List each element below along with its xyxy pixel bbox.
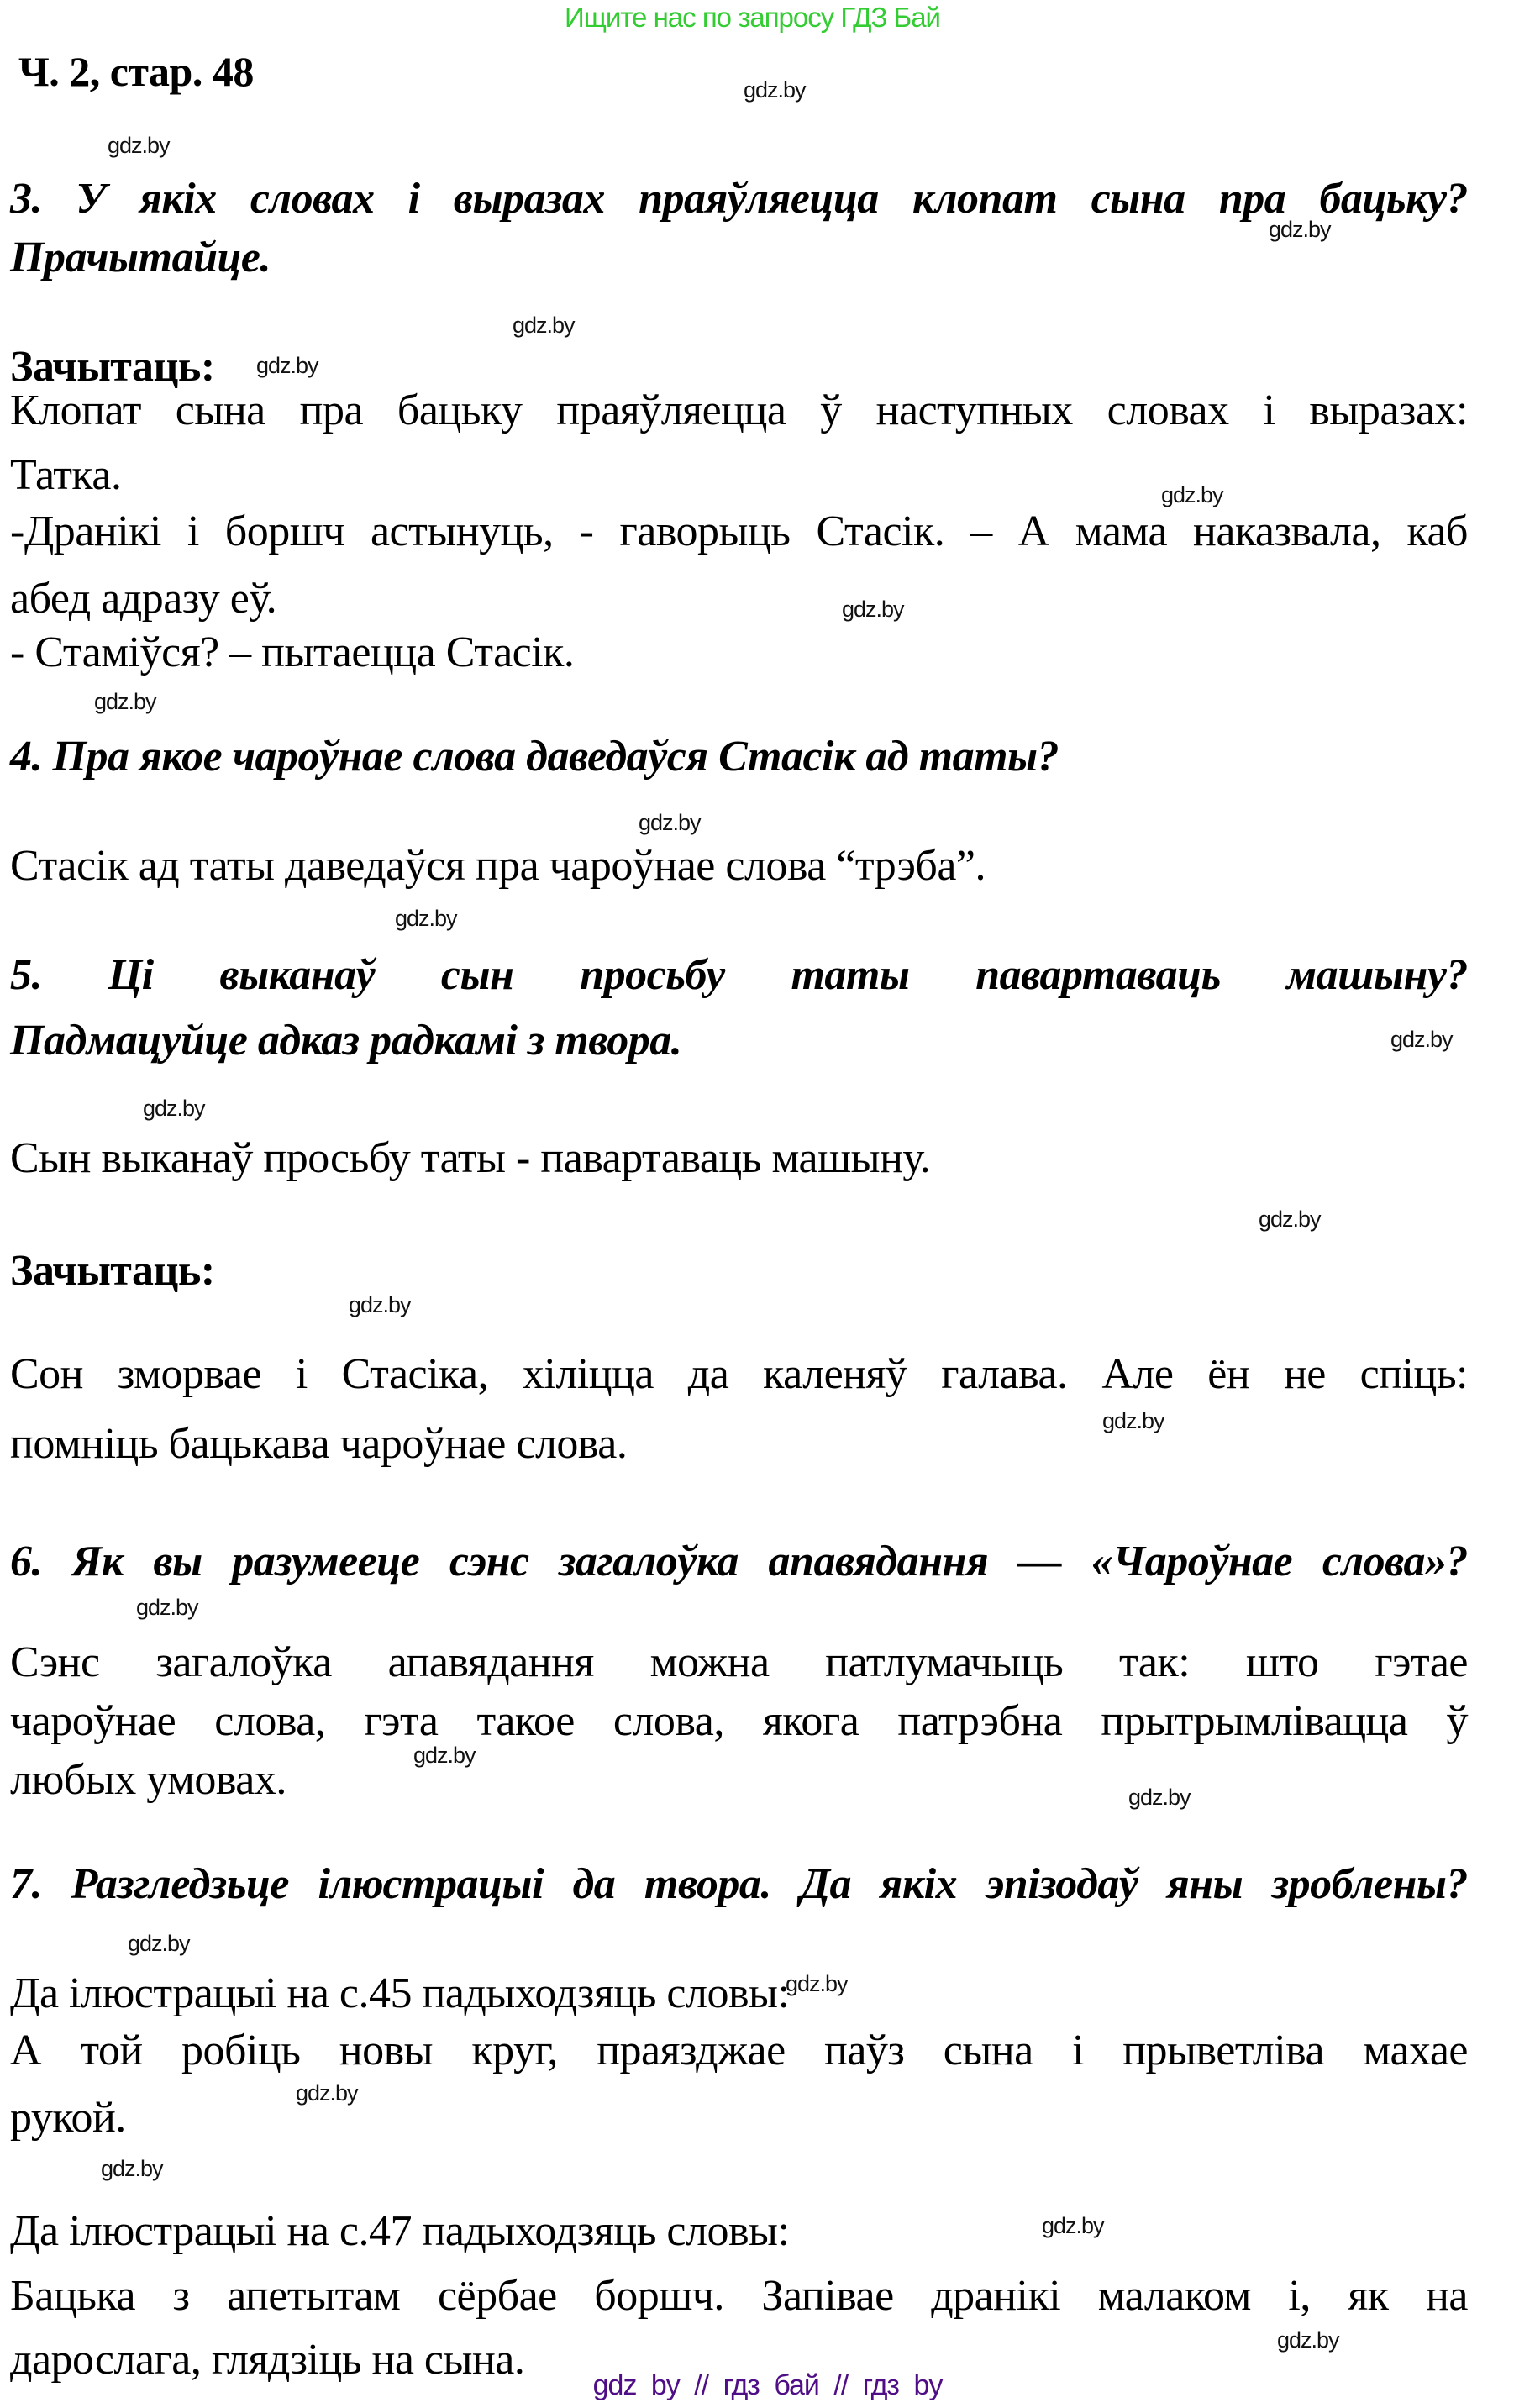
answer-4: Стасік ад таты даведаўся пра чароўнае слова “трэба”. [10,842,986,890]
answer-3-line-2: Татка. [10,451,122,499]
gdz-watermark: gdz.by [513,313,575,338]
gdz-watermark: gdz.by [1128,1785,1191,1810]
quote-5-line-2: помніць бацькава чароўнае слова. [10,1420,628,1468]
gdz-watermark: gdz.by [349,1292,411,1317]
answer-3-line-5: - Стаміўся? – пытаецца Стасік. [10,628,575,676]
page-title: Ч. 2, стар. 48 [18,48,254,95]
question-3-line-2: Прачытайце. [10,234,271,281]
quote-47-line-2: дарослага, глядзіць на сына. [10,2336,525,2384]
question-4: 4. Пра якое чароўнае слова даведаўся Стасік ад таты? [10,733,1059,781]
question-7: 7. Разгледзьце ілюстрацыі да твора. Да якіх эпізодаў яны зроблены? [10,1860,1468,1908]
gdz-watermark: gdz.by [1161,482,1223,507]
answer-6-line-2: чароўнае слова, гэта такое слова, якога патрэбна прытрымлівацца ў [10,1697,1468,1745]
gdz-watermark: gdz.by [108,133,170,158]
footer-site-links: gdz by // гдз бай // гдз by [592,2369,943,2401]
promo-banner: Ищите нас по запросу ГДЗ Бай [565,2,940,33]
question-5-line-1: 5. Ці выканаў сын просьбу таты павартаваць машыну? [10,951,1468,999]
gdz-watermark: gdz.by [136,1595,198,1620]
gdz-watermark: gdz.by [1277,2327,1339,2353]
quote-45-line-1: А той робіць новы круг, праязджае паўз сына і прыветліва махае [10,2027,1468,2074]
gdz-watermark: gdz.by [395,906,457,931]
gdz-watermark: gdz.by [1390,1027,1453,1052]
question-3-line-1: 3. У якіх словах і выразах праяўляецца клопат сына пра бацьку? [10,175,1468,223]
question-5-line-2: Падмацуйце адказ радкамі з твора. [10,1017,682,1065]
answer-5: Сын выканаў просьбу таты - павартаваць машыну. [10,1134,931,1182]
gdz-watermark: gdz.by [1269,217,1331,242]
gdz-watermark: gdz.by [101,2156,163,2181]
caption-page-45: Да ілюстрацыі на с.45 падыходзяць словы: [10,1969,790,2017]
question-6: 6. Як вы разумееце сэнс загалоўка апавядання — «Чароўнае слова»? [10,1538,1468,1585]
gdz-watermark: gdz.by [296,2080,358,2106]
gdz-watermark: gdz.by [842,597,904,622]
gdz-watermark: gdz.by [639,810,701,835]
answer-6-line-1: Сэнс загалоўка апавядання можна патлумачыць так: што гэтае [10,1638,1468,1686]
read-aloud-label-1: Зачытаць: [10,343,215,391]
gdz-watermark: gdz.by [143,1096,205,1121]
gdz-watermark: gdz.by [1042,2213,1104,2238]
answer-6-line-3: любых умовах. [10,1756,286,1804]
quote-47-line-1: Бацька з апетытам сёрбае боршч. Запівае дранікі малаком і, як на [10,2272,1468,2320]
gdz-watermark: gdz.by [256,353,318,378]
gdz-watermark: gdz.by [128,1931,190,1956]
answer-3-line-1: Клопат сына пра бацьку праяўляецца ў наступных словах і выразах: [10,386,1468,434]
gdz-watermark: gdz.by [94,689,156,714]
quote-45-line-2: рукой. [10,2094,126,2142]
read-aloud-label-2: Зачытаць: [10,1247,215,1295]
gdz-watermark: gdz.by [413,1743,476,1768]
gdz-watermark: gdz.by [1259,1207,1321,1232]
gdz-watermark: gdz.by [744,77,806,103]
gdz-watermark: gdz.by [1102,1408,1164,1433]
gdz-watermark: gdz.by [786,1971,848,1996]
quote-5-line-1: Сон зморвае і Стасіка, хіліцца да каленяў галава. Але ён не спіць: [10,1350,1468,1398]
answer-3-line-3: -Дранікі і боршч астынуць, - гаворыць Стасік. – А мама наказвала, каб [10,507,1468,555]
answer-3-line-4: абед адразу еў. [10,575,277,623]
caption-page-47: Да ілюстрацыі на с.47 падыходзяць словы: [10,2207,790,2255]
